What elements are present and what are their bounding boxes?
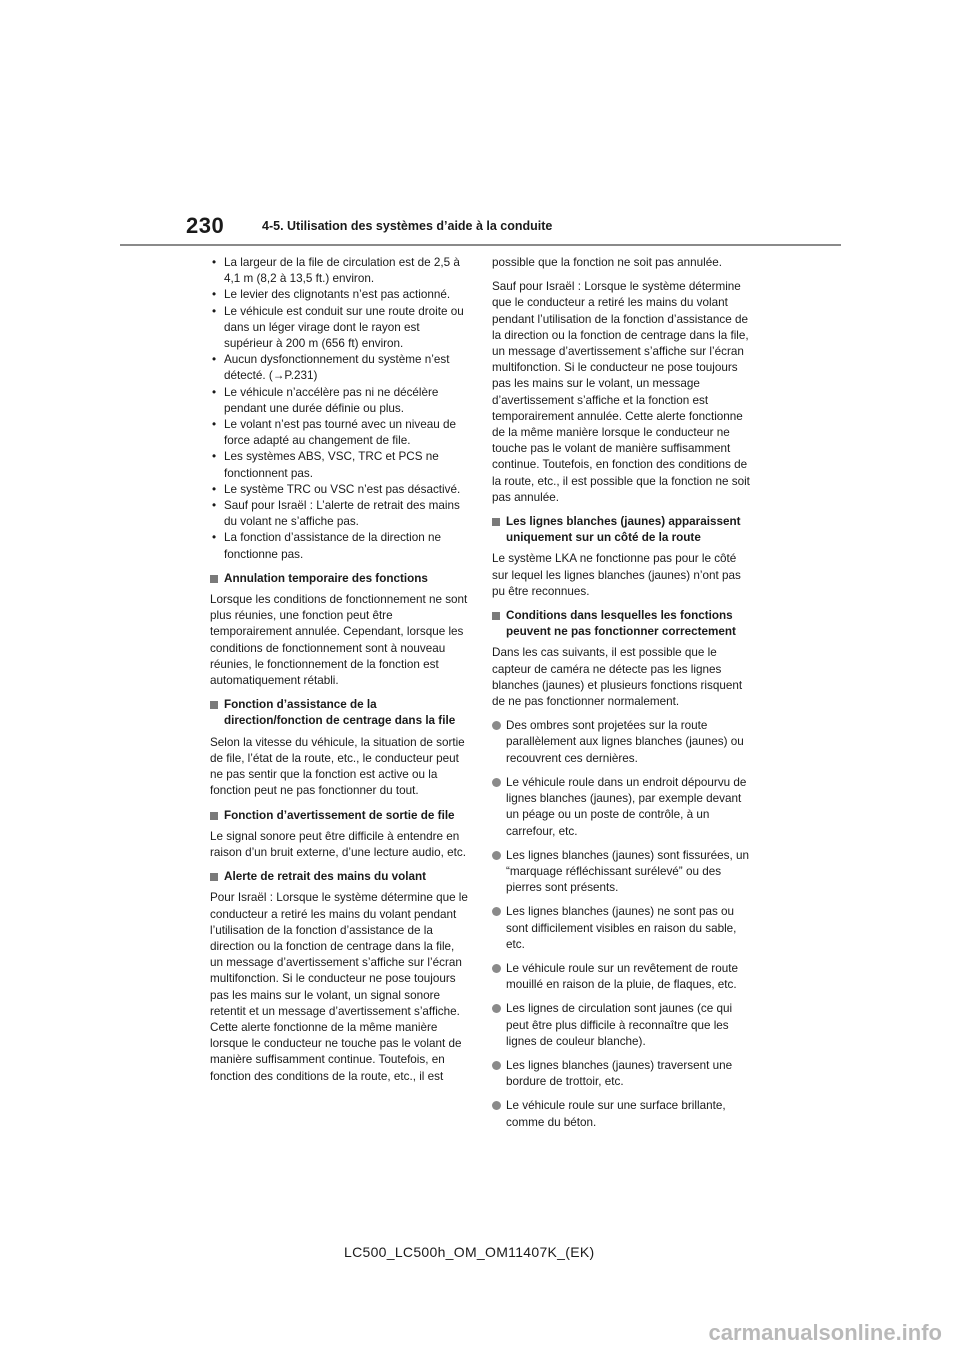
- list-item-text: Des ombres sont projetées sur la route parallèlement aux lignes blanches (jaunes) ou recouvrent ces dernières.: [506, 719, 744, 765]
- heading-text: Annulation temporaire des fonctions: [224, 571, 428, 585]
- condition-list: [210, 255, 468, 563]
- list-item: • Le système TRC ou VSC n’est pas désactivé.: [210, 482, 468, 498]
- square-bullet-icon: [492, 612, 500, 620]
- list-item-text: Les lignes de circulation sont jaunes (ce qui peut être plus difficile à reconnaître que les lignes de couleur blanche).: [506, 1002, 733, 1048]
- square-bullet-icon: [210, 701, 218, 709]
- list-item: • Le véhicule n’accélère pas ni ne décélère pendant une durée définie ou plus.: [210, 385, 468, 417]
- paragraph: Sauf pour Israël : Lorsque le système détermine que le conducteur a retiré les mains du volant pendant l’utilisation de la fonction d’assistance de la direction ou la fonction de centrage dans la file, un message d’avertissement s’affiche sur l’écran multifonction. Si le conducteur ne pose toujours pas les mains sur le volant, un message d’avertissement s’affiche et la fonction est temporairement annulée. Cette alerte fonctionne de la même manière lorsque le conducteur ne touche pas le volant de manière suffisamment continue. Toutefois, en fonction des conditions de la route, etc., il est possible que la fonction ne soit pas annulée.: [492, 280, 750, 504]
- section-heading: [492, 608, 750, 640]
- square-bullet-icon: [210, 873, 218, 881]
- manual-id: LC500_LC500h_OM_OM11407K_(EK): [344, 1244, 595, 1260]
- list-item: • Sauf pour Israël : L’alerte de retrait des mains du volant ne s’affiche pas.: [210, 498, 468, 530]
- list-item-text: Les lignes blanches (jaunes) sont fissurées, un “marquage réfléchissant surélevé” ou des pierres sont présents.: [506, 848, 749, 895]
- paragraph: Dans les cas suivants, il est possible que le capteur de caméra ne détecte pas les lignes blanches (jaunes) et plusieurs fonctions risquent de ne pas fonctionner normalement.: [492, 646, 743, 709]
- paragraph: Selon la vitesse du véhicule, la situation de sortie de file, l’état de la route, etc., le conducteur peut ne pas sentir que la fonction est active ou la fonction peut ne pas fonctionner du tout.: [210, 735, 465, 798]
- heading-text: Alerte de retrait des mains du volant: [224, 870, 426, 884]
- list-item: [492, 961, 750, 993]
- list-item: [492, 848, 750, 897]
- list-item: • Le levier des clignotants n’est pas actionné.: [210, 287, 468, 303]
- square-bullet-icon: [492, 518, 500, 526]
- section-heading: [210, 808, 468, 824]
- list-item: • Les systèmes ABS, VSC, TRC et PCS ne fonctionnent pas.: [210, 449, 468, 481]
- list-item: • Le volant n’est pas tourné avec un niveau de force adapté au changement de file.: [210, 417, 468, 449]
- list-item: [492, 904, 750, 953]
- watermark: carmanualsonline.info: [708, 1320, 942, 1345]
- heading-text: Fonction d’avertissement de sortie de file: [224, 808, 455, 822]
- list-item: [492, 1001, 750, 1050]
- list-item: [492, 1098, 750, 1130]
- list-item-text: Le véhicule roule sur un revêtement de route mouillé en raison de la pluie, de flaques, etc.: [506, 961, 738, 992]
- list-item-text: Le véhicule roule sur une surface brillante, comme du béton.: [506, 1099, 726, 1129]
- paragraph: possible que la fonction ne soit pas annulée.: [492, 256, 723, 269]
- left-column: [210, 255, 468, 1089]
- section-heading: [210, 869, 468, 885]
- paragraph: Le signal sonore peut être difficile à entendre en raison d’un bruit externe, d’une lecture audio, etc.: [210, 829, 466, 859]
- circle-bullet-icon: [492, 1061, 501, 1070]
- list-item: • Le véhicule est conduit sur une route droite ou dans un léger virage dont le rayon est supérieur à 200 m (656 ft) environ.: [210, 304, 468, 353]
- paragraph: Pour Israël : Lorsque le système détermine que le conducteur a retiré les mains du volant pendant l’utilisation de la fonction d’assistance de la direction ou la fonction de centrage dans la file, un message d’avertissement s’affiche sur l’écran multifonction. Si le conducteur ne pose toujours pas les mains sur le volant, un signal sonore retentit et un message d’avertissement s’affiche. Cette alerte fonctionne de la même manière lorsque le conducteur ne touche pas le volant de manière suffisamment continue. Toutefois, en fonction des conditions de la route, etc., il est: [210, 891, 468, 1083]
- section-heading: [210, 571, 468, 587]
- circle-bullet-icon: [492, 1004, 501, 1013]
- list-item-text: Les lignes blanches (jaunes) traversent une bordure de trottoir, etc.: [506, 1058, 733, 1089]
- heading-text: Conditions dans lesquelles les fonctions peuvent ne pas fonctionner correctement: [506, 609, 736, 639]
- heading-text: Fonction d’assistance de la direction/fonction de centrage dans la file: [224, 698, 456, 728]
- list-item: [492, 775, 750, 840]
- list-item: • La largeur de la file de circulation est de 2,5 à 4,1 m (8,2 à 13,5 ft.) environ.: [210, 255, 468, 287]
- heading-text: Les lignes blanches (jaunes) apparaissent uniquement sur un côté de la route: [506, 515, 741, 545]
- circle-bullet-icon: [492, 964, 501, 973]
- square-bullet-icon: [210, 575, 218, 583]
- list-item-text: Le véhicule roule dans un endroit dépourvu de lignes blanches (jaunes), par exemple devant un péage ou un poste de contrôle, à un carrefour, etc.: [506, 775, 747, 838]
- page-number: 230: [186, 213, 225, 238]
- right-column: [492, 255, 750, 1139]
- section-heading: [210, 697, 468, 729]
- circle-bullet-icon: [492, 778, 501, 787]
- header-rule: [120, 244, 841, 246]
- section-title: 4-5. Utilisation des systèmes d’aide à la conduite: [262, 219, 553, 233]
- circle-bullet-icon: [492, 907, 501, 916]
- list-item: [492, 1058, 750, 1090]
- circle-bullet-icon: [492, 851, 501, 860]
- square-bullet-icon: [210, 812, 218, 820]
- list-item-text: Les lignes blanches (jaunes) ne sont pas ou sont difficilement visibles en raison du sable, etc.: [506, 905, 737, 951]
- list-item: • La fonction d’assistance de la direction ne fonctionne pas.: [210, 530, 468, 562]
- section-heading: [492, 514, 750, 546]
- circle-bullet-icon: [492, 1101, 501, 1110]
- list-item: [492, 718, 750, 767]
- paragraph: Lorsque les conditions de fonctionnement ne sont plus réunies, une fonction peut être temporairement annulée. Cependant, lorsque les conditions de fonctionnement sont à nouveau réunies, le fonctionnement de la fonction est automatiquement rétabli.: [210, 593, 468, 688]
- paragraph: Le système LKA ne fonctionne pas pour le côté sur lequel les lignes blanches (jaunes) n’ont pas pu être reconnues.: [492, 552, 741, 598]
- circle-bullet-icon: [492, 721, 501, 730]
- list-item: • Aucun dysfonctionnement du système n’est détecté. (→P.231): [210, 352, 468, 384]
